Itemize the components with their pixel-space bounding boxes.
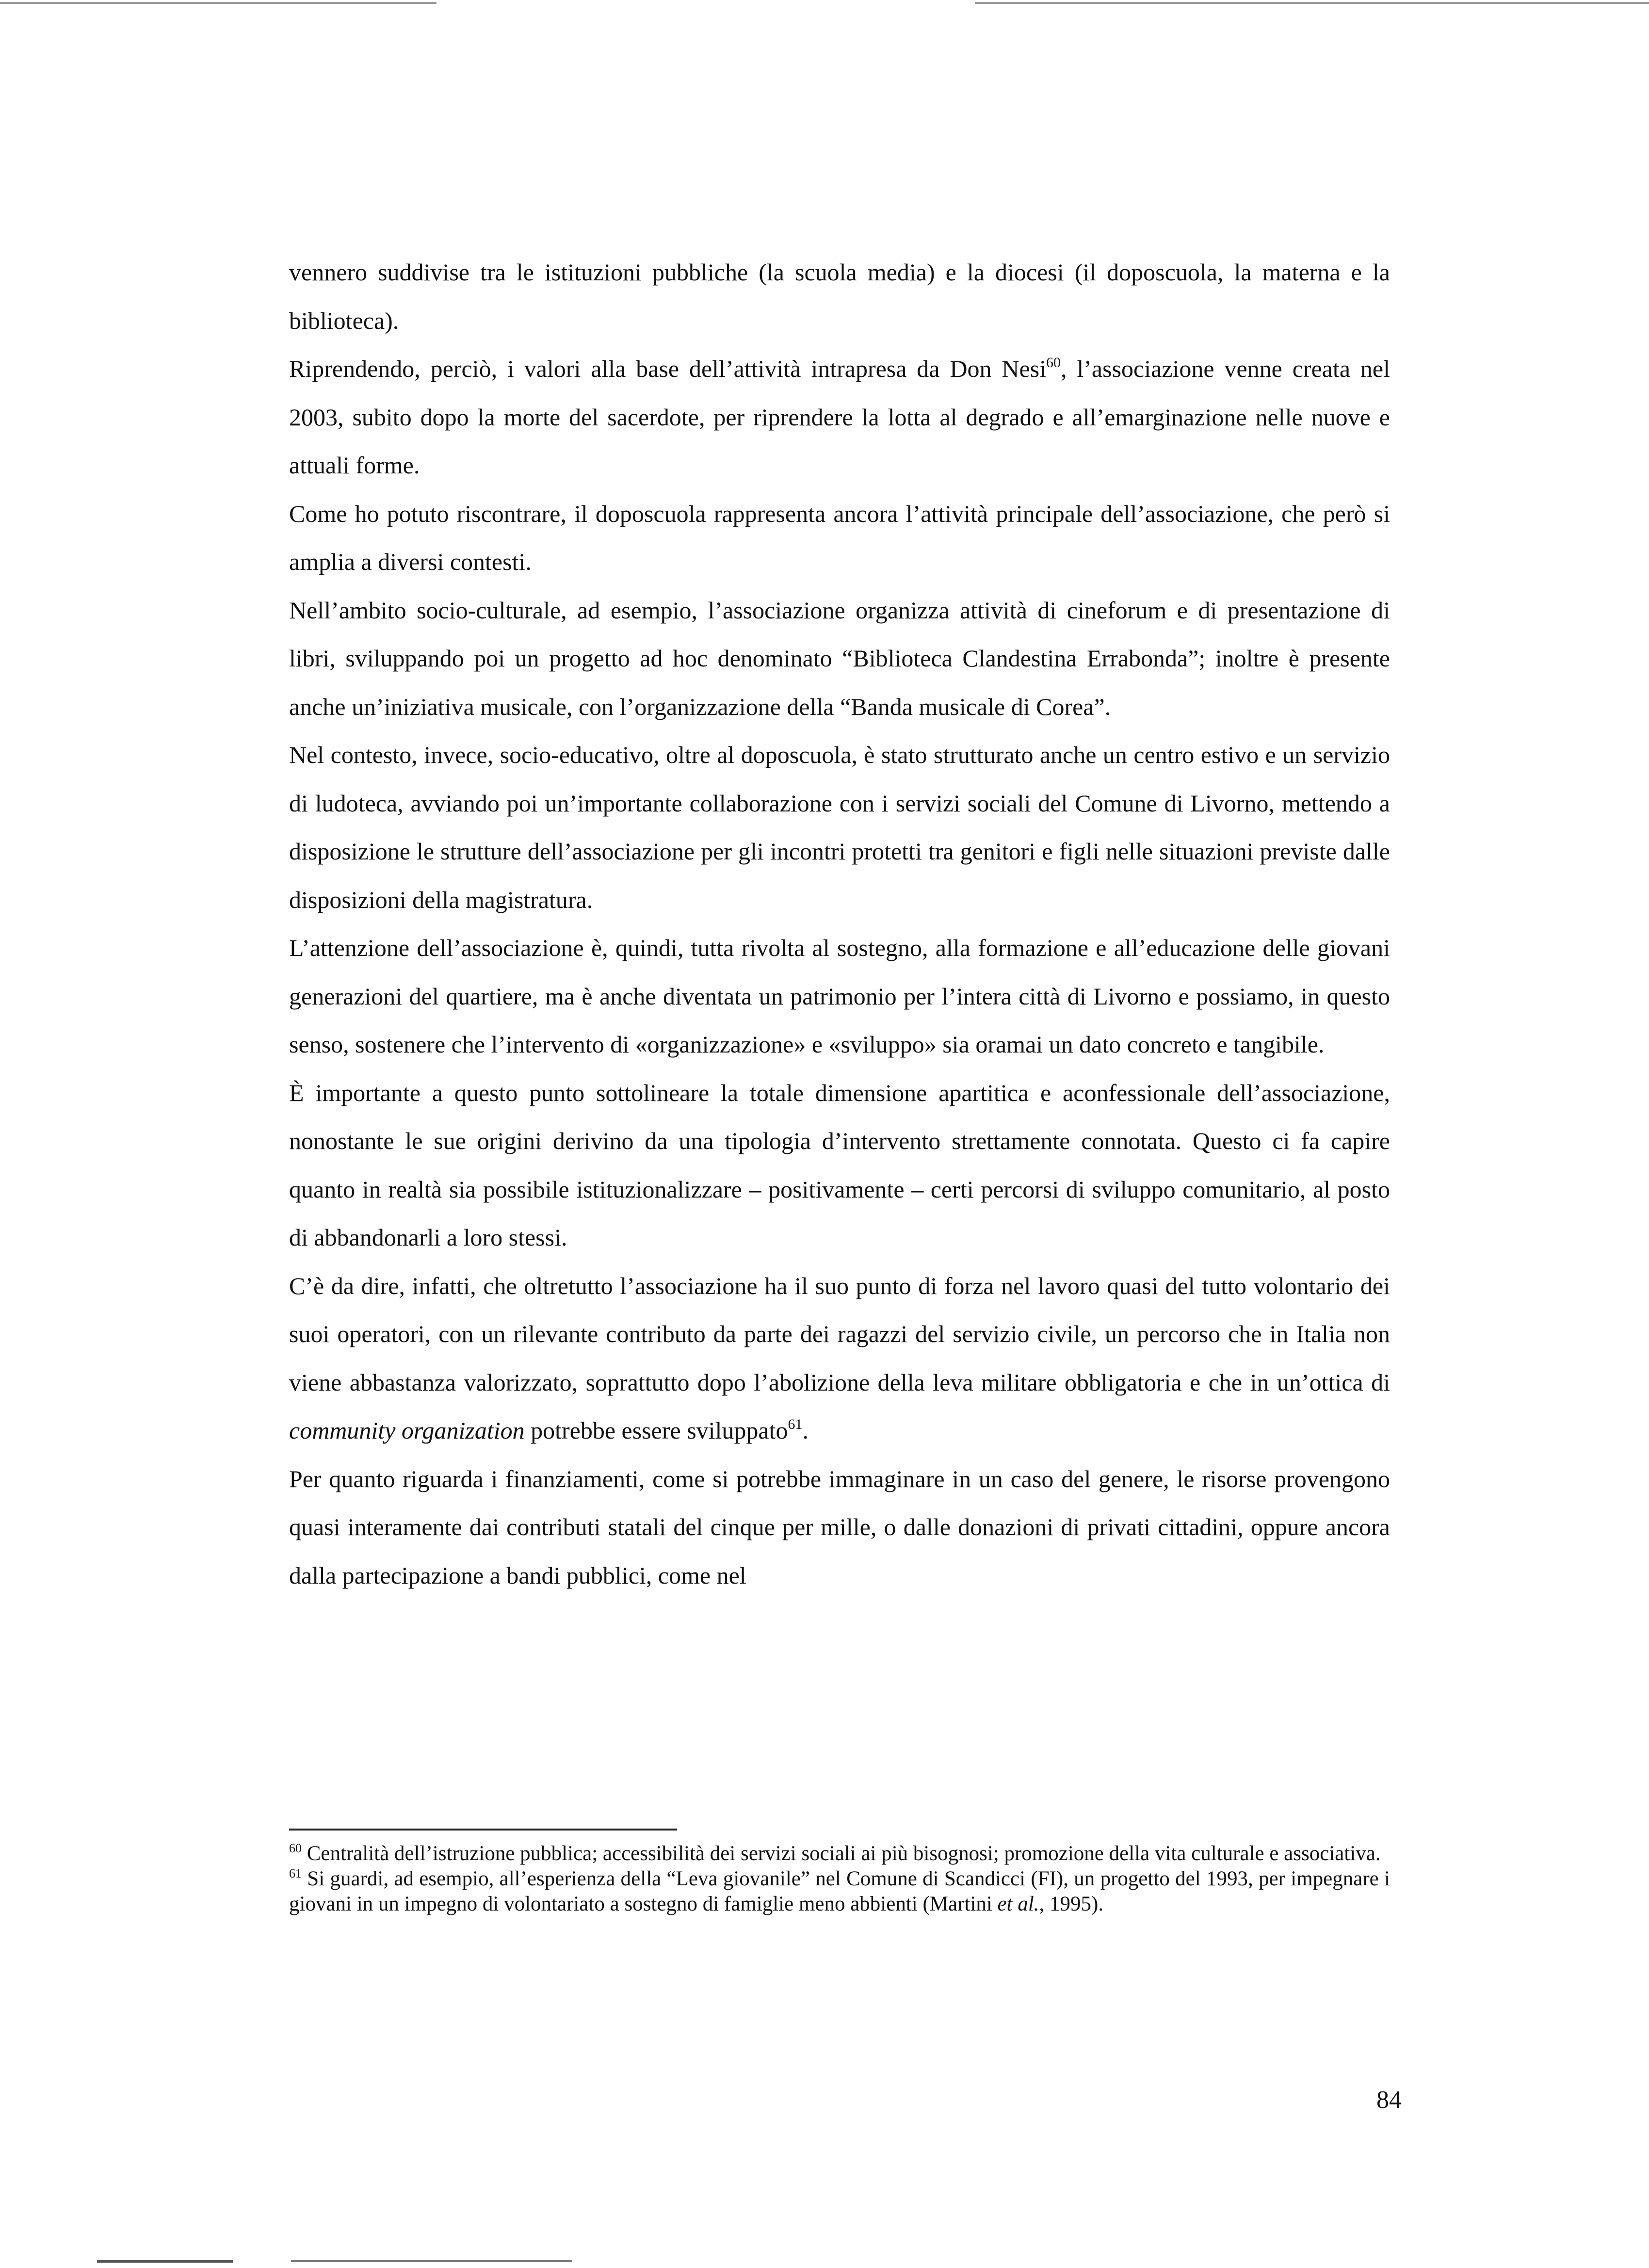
- footnote-number: 61: [289, 1866, 302, 1880]
- paragraph-1: vennero suddivise tra le istituzioni pubbliche (la scuola media) e la diocesi (il doposcuola, la materna e la biblioteca).: [289, 259, 1390, 334]
- scan-edge-top-right: [975, 2, 1649, 4]
- paragraph-4: Nell’ambito socio-culturale, ad esempio, l’associazione organizza attività di cineforum e di presentazione di libri, sviluppando poi un progetto ad hoc denominato “Biblioteca Clandestina Errabonda”; inoltre è presente anche un’iniziativa musicale, con l’organizzazione della “Banda musicale di Corea”.: [289, 596, 1390, 720]
- paragraph-6: L’attenzione dell’associazione è, quindi, tutta rivolta al sostegno, alla formazione e all’educazione delle giovani generazioni del quartiere, ma è anche diventata un patrimonio per l’intera città di Livorno e possiamo, in questo senso, sostenere che l’intervento di «organizzazione» e «sviluppo» sia oramai un dato concreto e tangibile.: [289, 934, 1390, 1058]
- paragraph-3: Come ho potuto riscontrare, il doposcuola rappresenta ancora l’attività principale dell’associazione, che però si amplia a diversi contesti.: [289, 500, 1390, 575]
- scan-edge-bottom-left: [97, 2260, 233, 2263]
- paragraph-9: Per quanto riguarda i finanziamenti, come si potrebbe immaginare in un caso del genere, le risorse provengono quasi interamente dai contributi statali del cinque per mille, o dalle donazioni di privati cittadini, oppure ancora dalla partecipazione a bandi pubblici, come nel: [289, 1465, 1390, 1589]
- footnotes: [289, 1841, 1390, 1917]
- emphasis-et-al: et al.: [997, 1893, 1039, 1915]
- emphasis-community-organization: community organization: [289, 1417, 525, 1444]
- page-number: 84: [1376, 2086, 1402, 2114]
- paragraph-5: Nel contesto, invece, socio-educativo, oltre al doposcuola, è stato strutturato anche un centro estivo e un servizio di ludoteca, avviando poi un’importante collaborazione con i servizi sociali del Comune di Livorno, mettendo a disposizione le strutture dell’associazione per gli incontri protetti tra genitori e figli nelle situazioni previste dalle disposizioni della magistratura.: [289, 741, 1390, 913]
- paragraph-7: È importante a questo punto sottolineare la totale dimensione apartitica e aconfessionale dell’associazione, nonostante le sue origini derivino da una tipologia d’intervento strettamente connotata. Questo ci fa capire quanto in realtà sia possibile istituzionalizzare – positivamente – certi percorsi di sviluppo comunitario, al posto di abbandonarli a loro stessi.: [289, 1079, 1390, 1251]
- footnote-ref-60[interactable]: 60: [1046, 355, 1061, 371]
- footnote-number: 60: [289, 1841, 302, 1855]
- scan-edge-bottom-center: [291, 2260, 572, 2262]
- footnote-separator: [289, 1829, 677, 1831]
- scan-edge-top-left: [0, 2, 436, 4]
- body-text: [289, 248, 1390, 1600]
- footnote-60: $^{60}$ Centralità dell’istruzione pubblica; accessibilità dei servizi sociali ai più bisognosi; promozione della vita culturale e associativa.: [289, 1841, 1381, 1865]
- footnote-61: $^{61}$ Si guardi, ad esempio, all’esperienza della “Leva giovanile” nel Comune di Scandicci (FI), un progetto del 1993, per impegnare i giovani in un impegno di volontariato a sostegno di famiglie meno abbienti (Martini et al., 1995).: [289, 1866, 1390, 1915]
- paragraph-2: Riprendendo, perciò, i valori alla base dell’attività intrapresa da Don Nesi$^{60}$, l’associazione venne creata nel 2003, subito dopo la morte del sacerdote, per riprendere la lotta al degrado e all’emarginazione nelle nuove e attuali forme.: [289, 355, 1390, 479]
- footnote-ref-61[interactable]: 61: [788, 1416, 803, 1432]
- paragraph-8: C’è da dire, infatti, che oltretutto l’associazione ha il suo punto di forza nel lavoro quasi del tutto volontario dei suoi operatori, con un rilevante contributo da parte dei ragazzi del servizio civile, un percorso che in Italia non viene abbastanza valorizzato, soprattutto dopo l’abolizione della leva militare obbligatoria e che in un’ottica di community organization potrebbe essere sviluppato$^{61}$.: [289, 1272, 1390, 1444]
